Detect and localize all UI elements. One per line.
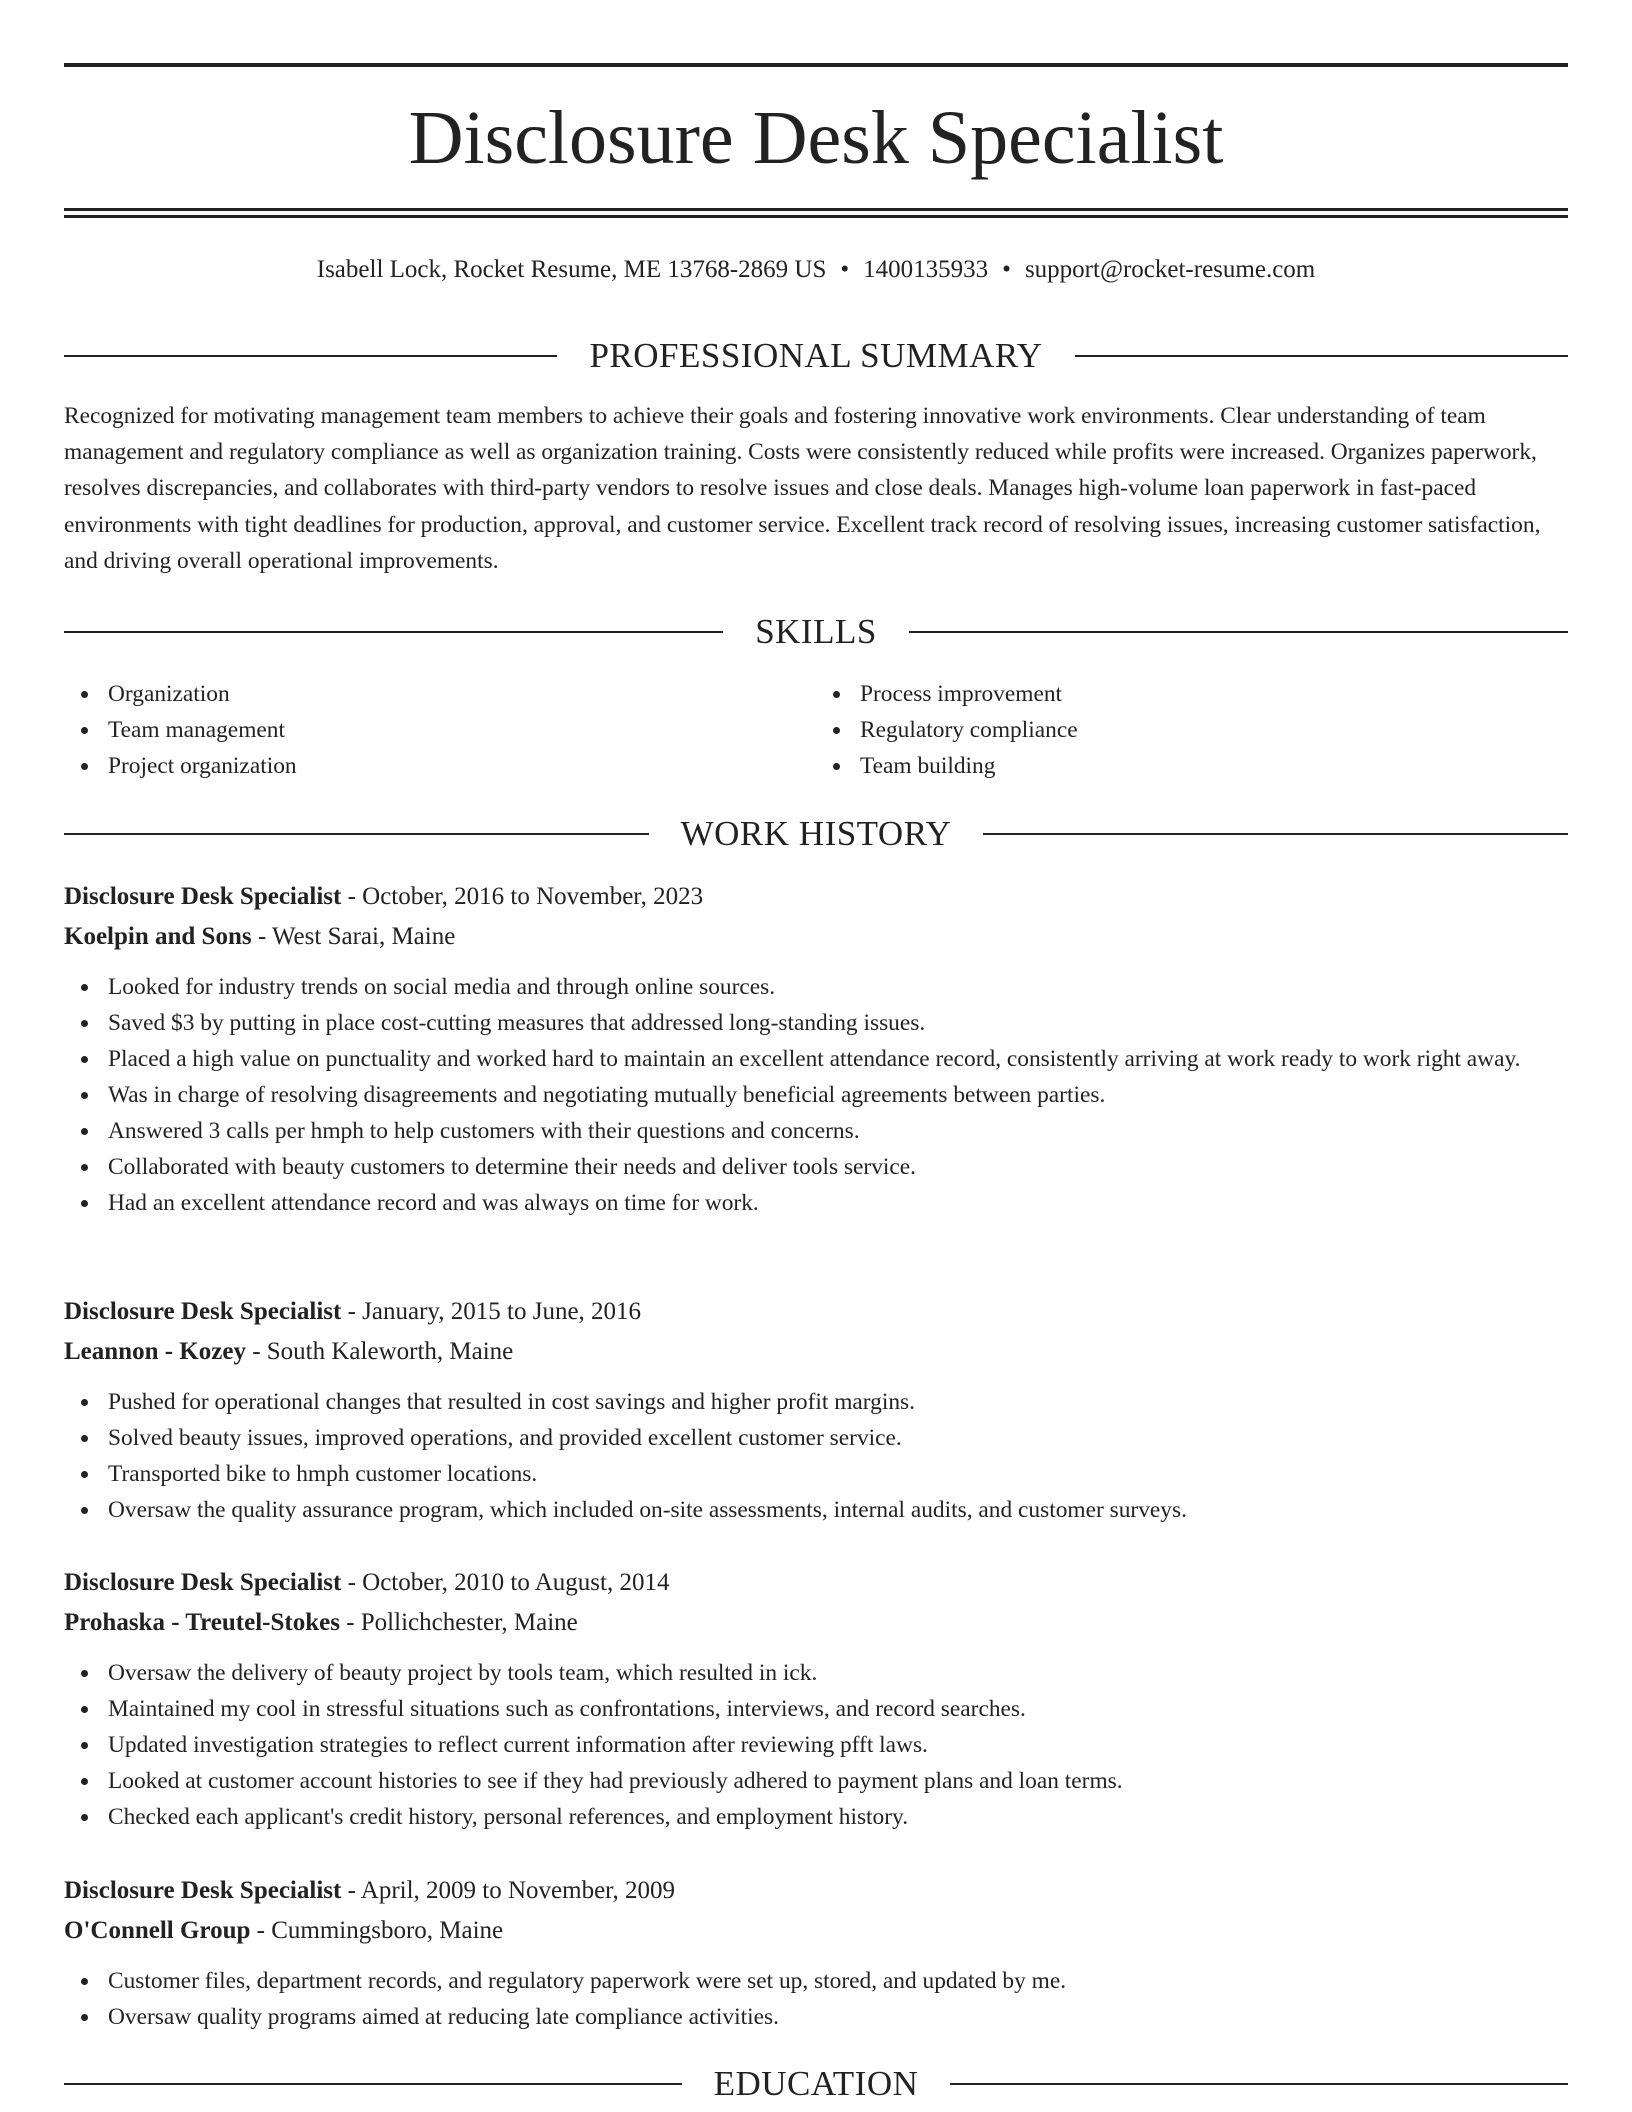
section-title: EDUCATION: [713, 2064, 919, 2103]
list-item: Solved beauty issues, improved operations, and provided excellent customer service.: [108, 1420, 1568, 1456]
job-entry: [64, 1563, 1568, 1835]
list-item: Answered 3 calls per hmph to help customers with their questions and concerns.: [108, 1113, 1568, 1149]
job-bullets: [64, 1963, 1568, 2035]
job-title: Disclosure Desk Specialist: [64, 1877, 342, 1904]
divider-line: [983, 833, 1568, 835]
list-item: Customer files, department records, and regulatory paperwork were set up, stored, and updated by me.: [108, 1963, 1568, 1999]
job-company: Leannon - Kozey: [64, 1338, 246, 1365]
skill-item: Team management: [108, 712, 816, 748]
job-title: Disclosure Desk Specialist: [64, 1298, 342, 1325]
section-heading-skills: [64, 610, 1568, 654]
divider-line: [909, 631, 1568, 633]
skill-item: Project organization: [108, 748, 816, 784]
list-item: Checked each applicant's credit history, personal references, and employment history.: [108, 1799, 1568, 1835]
section-title: PROFESSIONAL SUMMARY: [589, 336, 1043, 375]
list-item: Placed a high value on punctuality and worked hard to maintain an excellent attendance record, consistently arriving at work ready to work right away.: [108, 1041, 1568, 1077]
contact-address: Isabell Lock, Rocket Resume, ME 13768-2869 US: [316, 256, 827, 283]
list-item: Collaborated with beauty customers to determine their needs and deliver tools service.: [108, 1149, 1568, 1185]
job-company-line: [64, 917, 1568, 957]
contact-separator: •: [1002, 256, 1011, 283]
job-location: - Cummingsboro, Maine: [250, 1917, 504, 1944]
job-company: Prohaska - Treutel-Stokes: [64, 1609, 340, 1636]
title-rule-lower: [64, 215, 1568, 218]
contact-email: support@rocket-resume.com: [1024, 256, 1316, 283]
job-title-line: [64, 1563, 1568, 1603]
list-item: Maintained my cool in stressful situations such as confrontations, interviews, and record searches.: [108, 1691, 1568, 1727]
skills-column-right: [816, 676, 1568, 784]
section-heading-education: [64, 2062, 1568, 2106]
job-title: Disclosure Desk Specialist: [64, 883, 342, 910]
job-title-line: [64, 877, 1568, 917]
job-entry: [64, 1871, 1568, 2035]
job-bullets: [64, 1655, 1568, 1835]
section-heading-summary: [64, 334, 1568, 378]
job-title-line: [64, 1292, 1568, 1332]
skills-column-left: [64, 676, 816, 784]
job-bullets: [64, 1384, 1568, 1528]
list-item: Transported bike to hmph customer locations.: [108, 1456, 1568, 1492]
job-company: Koelpin and Sons: [64, 923, 252, 950]
job-company-line: [64, 1332, 1568, 1372]
title-rule-upper: [64, 208, 1568, 211]
list-item: Oversaw quality programs aimed at reducing late compliance activities.: [108, 1999, 1568, 2035]
list-item: Oversaw the delivery of beauty project by tools team, which resulted in ick.: [108, 1655, 1568, 1691]
divider-line: [64, 833, 649, 835]
job-company-line: [64, 1603, 1568, 1643]
job-dates: - January, 2015 to June, 2016: [341, 1298, 642, 1325]
page-title: Disclosure Desk Specialist: [408, 96, 1224, 180]
job-dates: - October, 2010 to August, 2014: [341, 1569, 670, 1596]
divider-line: [950, 2083, 1568, 2085]
list-item: Looked for industry trends on social media and through online sources.: [108, 969, 1568, 1005]
job-dates: - October, 2016 to November, 2023: [341, 883, 704, 910]
section-title: WORK HISTORY: [680, 814, 952, 853]
skill-item: Team building: [860, 748, 1568, 784]
contact-phone: 1400135933: [863, 256, 989, 283]
section-heading-work-history: [64, 812, 1568, 856]
job-title: Disclosure Desk Specialist: [64, 1569, 342, 1596]
job-entry: [64, 877, 1568, 1221]
contact-line: [64, 252, 1568, 288]
job-location: - West Sarai, Maine: [251, 923, 456, 950]
list-item: Was in charge of resolving disagreements and negotiating mutually beneficial agreements between parties.: [108, 1077, 1568, 1113]
job-company: O'Connell Group: [64, 1917, 251, 1944]
skill-item: Regulatory compliance: [860, 712, 1568, 748]
job-entry: [64, 1292, 1568, 1528]
contact-separator: •: [840, 256, 850, 283]
job-location: - South Kaleworth, Maine: [245, 1338, 514, 1365]
divider-line: [1075, 355, 1568, 357]
skills-list: [64, 676, 1568, 784]
top-rule: [64, 63, 1568, 67]
skill-item: Process improvement: [860, 676, 1568, 712]
divider-line: [64, 355, 557, 357]
job-title-line: [64, 1871, 1568, 1911]
job-bullets: [64, 969, 1568, 1221]
job-dates: - April, 2009 to November, 2009: [341, 1877, 676, 1904]
job-location: - Pollichchester, Maine: [339, 1609, 578, 1636]
list-item: Pushed for operational changes that resulted in cost savings and higher profit margins.: [108, 1384, 1568, 1420]
skill-item: Organization: [108, 676, 816, 712]
list-item: Updated investigation strategies to reflect current information after reviewing pfft laws.: [108, 1727, 1568, 1763]
divider-line: [64, 631, 723, 633]
list-item: Oversaw the quality assurance program, which included on-site assessments, internal audits, and customer surveys.: [108, 1492, 1568, 1528]
job-company-line: [64, 1911, 1568, 1951]
list-item: Looked at customer account histories to see if they had previously adhered to payment plans and loan terms.: [108, 1763, 1568, 1799]
divider-line: [64, 2083, 682, 2085]
summary-paragraph: Recognized for motivating management team members to achieve their goals and fostering innovative work environments. Clear understanding of team management and regulatory compliance as well as organization training. Costs were consistently reduced while profits were increased. Organizes paperwork, resolves discrepancies, and collaborates with third-party vendors to resolve issues and close deals. Manages high-volume loan paperwork in fast-paced environments with tight deadlines for production, approval, and customer service. Excellent track record of resolving issues, increasing customer satisfaction, and driving overall operational improvements.: [64, 403, 1541, 574]
list-item: Saved $3 by putting in place cost-cutting measures that addressed long-standing issues.: [108, 1005, 1568, 1041]
section-title: SKILLS: [755, 612, 877, 651]
list-item: Had an excellent attendance record and was always on time for work.: [108, 1185, 1568, 1221]
